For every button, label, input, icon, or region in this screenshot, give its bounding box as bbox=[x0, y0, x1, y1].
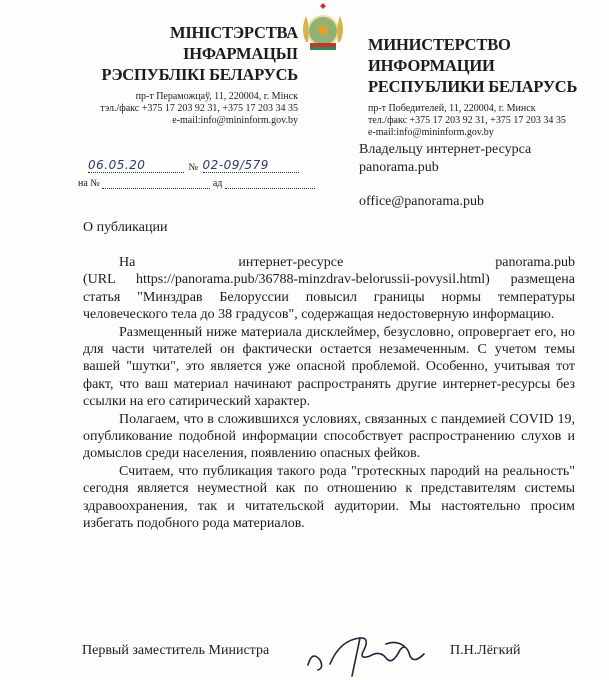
registration-na-label: на № bbox=[78, 178, 100, 189]
belarus-emblem-icon bbox=[296, 2, 350, 56]
header-left-address: пр-т Пераможцаў, 11, 220004, г. Мінск bbox=[135, 91, 298, 102]
registration-number: 02-09/579 bbox=[202, 158, 269, 172]
header-right-email: e-mail:info@mininform.gov.by bbox=[368, 127, 494, 138]
signer-name: П.Н.Лёгкий bbox=[450, 643, 521, 658]
header-right-title-2: РЕСПУБЛИКИ БЕЛАРУСЬ bbox=[368, 77, 578, 96]
recipient-line-2: panorama.pub bbox=[359, 160, 439, 175]
p1-site: panorama.pub bbox=[495, 255, 575, 270]
recipient-block bbox=[359, 141, 531, 211]
header-right-title-1: МИНИСТЕРСТВО ИНФОРМАЦИИ bbox=[368, 35, 511, 75]
paragraph-1 bbox=[83, 254, 575, 324]
paragraph-3: Полагаем, что в сложившихся условиях, связанных с пандемией COVID 19, опубликование подобной информации способствует распространению слухов и домыслов среди населения, появлению опасных фейков. bbox=[83, 411, 575, 462]
header-left-phone: тэл./факс +375 17 203 92 31, +375 17 203 34 35 bbox=[100, 103, 298, 114]
header-left-title-1: МІНІСТЭРСТВА ІНФАРМАЦЫІ bbox=[169, 23, 298, 63]
recipient-line-1: Владельцу интернет-ресурса bbox=[359, 142, 532, 157]
p1-start: На bbox=[119, 255, 136, 270]
letter-body bbox=[83, 254, 575, 533]
p1-mid: интернет-ресурсе bbox=[238, 255, 344, 270]
registration-ref-line bbox=[78, 178, 315, 189]
registration-date-line: 06.05.20 № 02-09/579 bbox=[88, 158, 299, 173]
handwritten-signature bbox=[300, 620, 450, 680]
header-right-phone: тел./факс +375 17 203 92 31, +375 17 203 34 35 bbox=[368, 115, 566, 126]
subject: О публикации bbox=[83, 220, 168, 235]
header-left-email: e-mail:info@mininform.gov.by bbox=[172, 115, 298, 126]
registration-date: 06.05.20 bbox=[88, 158, 146, 172]
recipient-email: office@panorama.pub bbox=[359, 194, 484, 209]
p1-rest: (URL https://panorama.pub/36788-minzdrav-belorussii-povysil.html) размещена статья "Минздрав Белоруссии повысил границы нормы температуры человеческого тела до 38 градусов", содержащая недостоверную информацию. bbox=[83, 272, 575, 323]
header-left-title-2: РЭСПУБЛІКІ БЕЛАРУСЬ bbox=[101, 65, 298, 84]
header-right bbox=[368, 34, 608, 139]
header-right-address: пр-т Победителей, 11, 220004, г. Минск bbox=[368, 103, 536, 114]
paragraph-2: Размещенный ниже материала дисклеймер, безусловно, опровергает его, но для части читателей он фактически остается незамеченным. С учетом темы вашей "шутки", это является уже опасной проблемой. Особенно, учитывая тот факт, что ваш материал начинают распространять другие интернет-ресурсы без ссылки на его сатирический характер. bbox=[83, 324, 575, 410]
paragraph-4: Считаем, что публикация такого рода "гротескных пародий на реальность" сегодня является неуместной как по отношению к представителям системы здравоохранения, так и читательской аудитории. Мы настоятельно просим избегать подобного рода материалов. bbox=[83, 463, 575, 532]
signer-position: Первый заместитель Министра bbox=[82, 643, 270, 658]
header-left bbox=[88, 22, 298, 127]
registration-ad-label: ад bbox=[212, 178, 223, 189]
